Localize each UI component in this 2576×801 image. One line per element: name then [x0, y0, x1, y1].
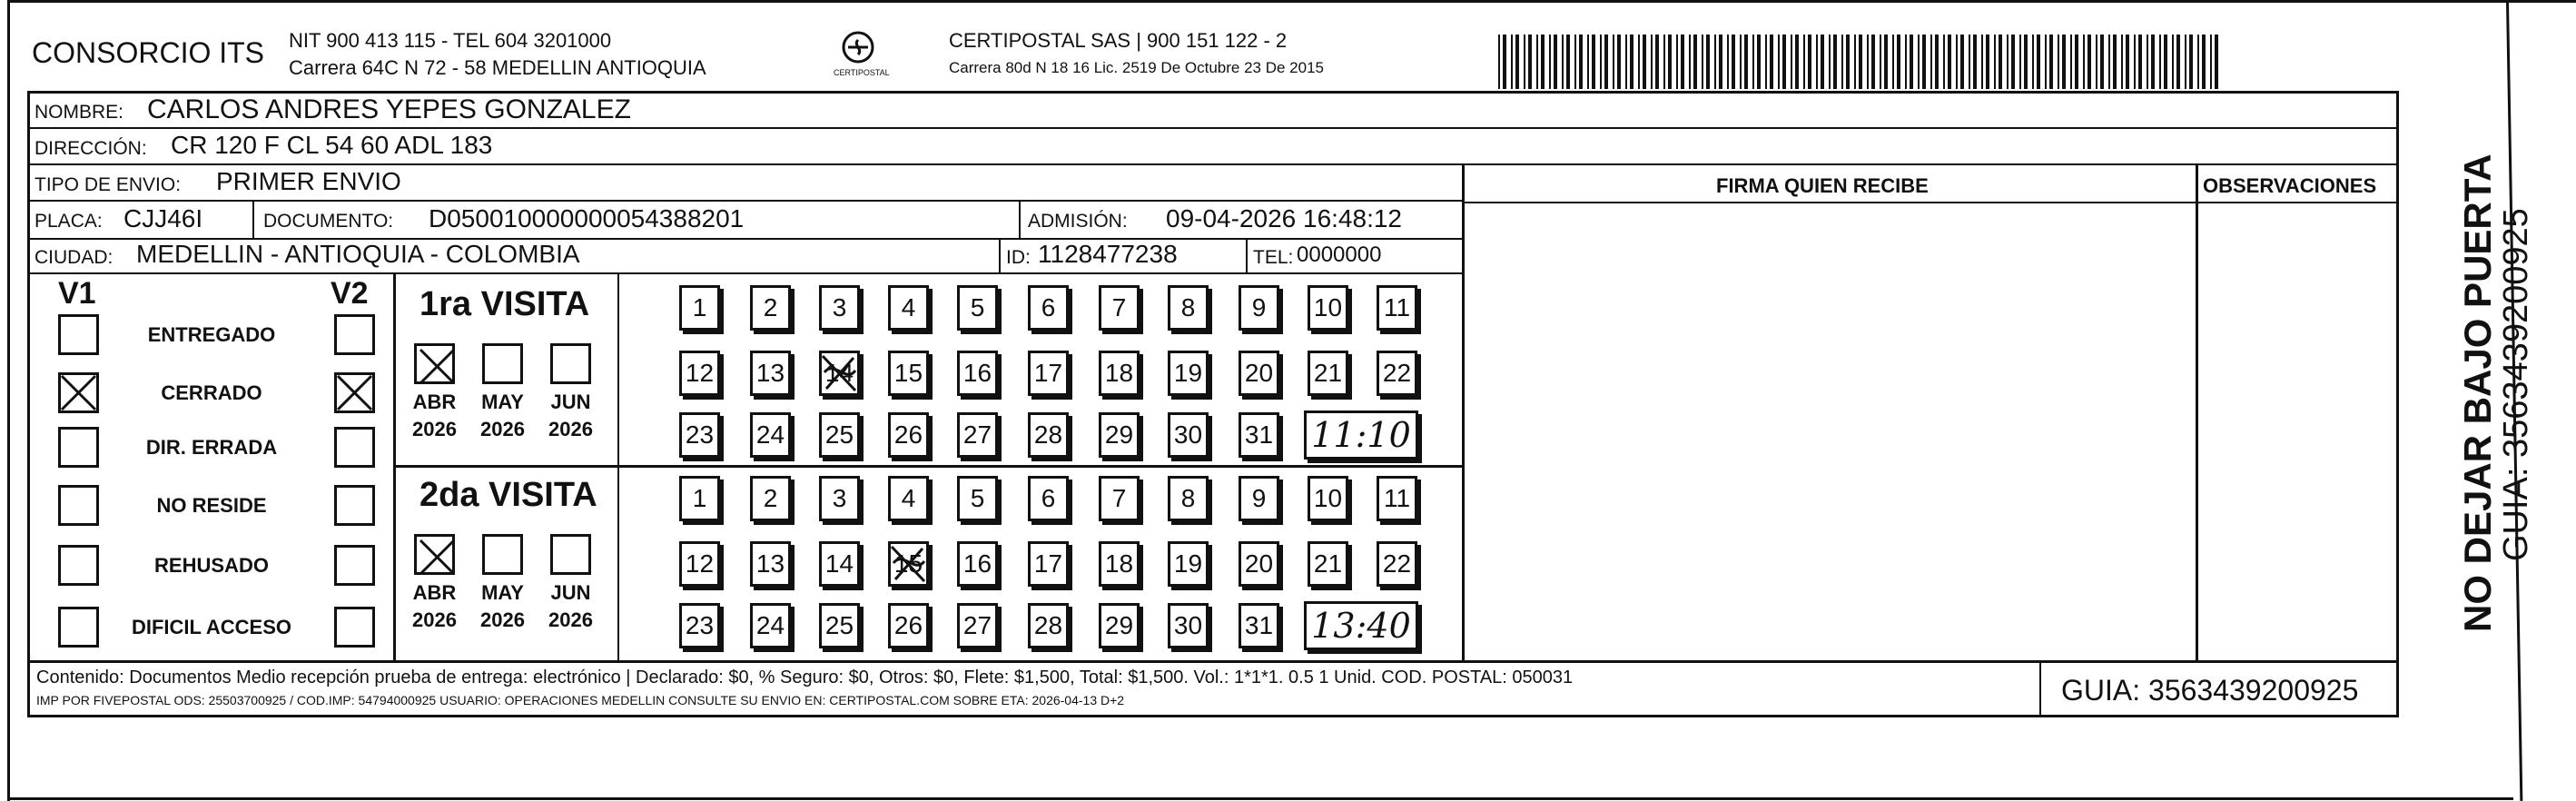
day-cell[interactable]: 8 — [1168, 285, 1209, 331]
day-cell[interactable]: 24 — [750, 412, 791, 458]
col-line — [393, 274, 396, 663]
status-label: NO RESIDE — [156, 494, 267, 517]
month-checkbox[interactable] — [550, 534, 591, 575]
barcode-bar — [2197, 35, 2199, 89]
barcode-bar — [1841, 35, 1843, 89]
barcode-bar — [1956, 35, 1958, 89]
id-label: ID: — [1006, 247, 1031, 268]
day-cell[interactable]: 17 — [1028, 351, 1069, 396]
barcode-bar — [1752, 35, 1754, 89]
barcode-bar — [2189, 35, 2193, 89]
barcode-bar — [2215, 35, 2218, 89]
admision-label: ADMISIÓN: — [1028, 211, 1128, 232]
barcode-bar — [2159, 35, 2161, 89]
barcode-bar — [1600, 35, 1602, 89]
barcode-bar — [1930, 35, 1932, 89]
month-label: ABR — [412, 581, 457, 604]
barcode-bar — [2011, 35, 2015, 89]
year-label: 2026 — [412, 608, 457, 631]
year-label: 2026 — [412, 418, 457, 440]
status-label: DIR. ERRADA — [145, 436, 278, 459]
v2-checkbox-4[interactable] — [334, 545, 375, 586]
day-cell[interactable]: 2 — [750, 476, 791, 521]
ciudad-value: MEDELLIN - ANTIOQUIA - COLOMBIA — [136, 240, 580, 268]
barcode-bar — [1892, 35, 1894, 89]
v1-checkbox-1[interactable] — [58, 372, 99, 413]
day-cell[interactable]: 9 — [1239, 285, 1279, 331]
barcode-bar — [1511, 35, 1513, 89]
day-cell[interactable]: 6 — [1028, 476, 1069, 521]
barcode-bar — [1910, 35, 1913, 89]
month-label: JUN — [550, 581, 591, 604]
barcode-bar — [1757, 35, 1761, 89]
day-cell[interactable]: 18 — [1099, 351, 1140, 396]
barcode-bar — [1922, 35, 1926, 89]
left-edge — [7, 0, 10, 801]
barcode-bar — [1859, 35, 1862, 89]
day-cell[interactable]: 11 — [1377, 285, 1417, 331]
barcode-bar — [1867, 35, 1869, 89]
barcode-bar — [1744, 35, 1748, 89]
placa-value: CJJ46I — [123, 204, 203, 232]
row-line — [27, 272, 1462, 274]
barcode-bar — [2007, 35, 2008, 89]
footer-frame — [27, 661, 2399, 717]
barcode-bar — [2037, 35, 2040, 89]
v2-label: V2 — [331, 276, 369, 311]
barcode-bar — [1702, 35, 1703, 89]
barcode-bar — [1625, 35, 1627, 89]
top-edge — [7, 0, 2576, 3]
barcode-bar — [1549, 35, 1551, 89]
company-name: CONSORCIO ITS — [32, 36, 265, 69]
barcode-bar — [1503, 35, 1506, 89]
day-cell[interactable]: 14 — [819, 541, 860, 587]
barcode-bar — [1515, 35, 1519, 89]
signature-area[interactable] — [1465, 203, 2196, 661]
barcode-bar — [1948, 35, 1951, 89]
barcode-bar — [1829, 35, 1831, 89]
day-cell[interactable] — [888, 541, 929, 587]
barcode-bar — [2083, 35, 2085, 89]
barcode-bar — [2202, 35, 2206, 89]
barcode-bar — [2032, 35, 2034, 89]
observaciones-header: OBSERVACIONES — [2203, 174, 2377, 197]
day-cell[interactable]: 15 — [888, 351, 929, 396]
col-line — [1019, 202, 1021, 238]
day-cell[interactable]: 20 — [1239, 541, 1279, 587]
year-label: 2026 — [480, 418, 525, 440]
barcode-bar — [1693, 35, 1697, 89]
day-cell[interactable]: 20 — [1239, 351, 1279, 396]
barcode-bar — [1566, 35, 1570, 89]
barcode-bar — [1808, 35, 1811, 89]
month-checkbox[interactable] — [482, 534, 523, 575]
barcode-bar — [1668, 35, 1672, 89]
v1-checkbox-4[interactable] — [58, 545, 99, 586]
barcode-bar — [2045, 35, 2047, 89]
col-line — [1246, 240, 1248, 272]
day-cell[interactable]: 25 — [819, 603, 860, 648]
barcode-bar — [1821, 35, 1824, 89]
barcode-bar — [1562, 35, 1564, 89]
v1-checkbox-0[interactable] — [58, 314, 99, 355]
month-checkbox[interactable] — [414, 343, 455, 384]
barcode-bar — [1643, 35, 1646, 89]
day-number: 14 — [824, 359, 854, 387]
barcode-bar — [1541, 35, 1545, 89]
barcode-bar — [1943, 35, 1945, 89]
barcode-bar — [1554, 35, 1557, 89]
month-label: ABR — [412, 391, 457, 413]
barcode-bar — [2126, 35, 2129, 89]
barcode-bar — [1676, 35, 1678, 89]
barcode-bar — [1592, 35, 1595, 89]
day-number: 15 — [893, 549, 923, 578]
col-line — [999, 240, 1001, 272]
contenido-text: Contenido: Documentos Medio recepción prueba de entrega: electrónico | Declarado: $0, % Seguro: $0, Otros: $0, Flete: $1,500, Total: $1,500. Vol.: 1*1*1. 0.5 1 Unid. COD. POSTAL: 050031 — [36, 668, 1574, 687]
barcode-bar — [1498, 35, 1500, 89]
day-cell[interactable]: 7 — [1099, 285, 1140, 331]
barcode-bar — [1905, 35, 1907, 89]
day-cell[interactable]: 6 — [1028, 285, 1069, 331]
status-label: DIFICIL ACCESO — [131, 616, 291, 638]
day-cell[interactable]: 1 — [679, 476, 720, 521]
barcode-bar — [2019, 35, 2021, 89]
day-cell[interactable]: 23 — [679, 603, 720, 648]
day-cell[interactable]: 17 — [1028, 541, 1069, 587]
handwritten-time[interactable]: 13:40 — [1304, 601, 1418, 650]
day-cell[interactable]: 4 — [888, 476, 929, 521]
day-cell[interactable]: 26 — [888, 412, 929, 458]
barcode-bar — [1880, 35, 1881, 89]
day-cell[interactable]: 7 — [1099, 476, 1140, 521]
barcode-bar — [1791, 35, 1792, 89]
month-checkbox[interactable] — [550, 343, 591, 384]
id-value: 1128477238 — [1038, 240, 1178, 268]
direccion-value: CR 120 F CL 54 60 ADL 183 — [171, 131, 493, 159]
barcode-bar — [2108, 35, 2110, 89]
v1-checkbox-3[interactable] — [58, 485, 99, 526]
barcode-bar — [1973, 35, 1977, 89]
carrier-line: CERTIPOSTAL SAS | 900 151 122 - 2 — [949, 29, 1288, 52]
row-line — [27, 163, 2399, 165]
day-cell[interactable]: 19 — [1168, 541, 1209, 587]
day-cell[interactable]: 27 — [957, 412, 998, 458]
day-cell[interactable]: 16 — [957, 541, 998, 587]
barcode-bar — [2185, 35, 2186, 89]
day-cell[interactable]: 23 — [679, 412, 720, 458]
barcode-bar — [1960, 35, 1964, 89]
day-cell[interactable]: 12 — [679, 351, 720, 396]
barcode-bar — [1714, 35, 1716, 89]
barcode-bar — [2147, 35, 2148, 89]
day-cell[interactable]: 28 — [1028, 412, 1069, 458]
year-label: 2026 — [548, 418, 593, 440]
barcode-bar — [1854, 35, 1856, 89]
day-cell[interactable]: 2 — [750, 285, 791, 331]
ciudad-label: CIUDAD: — [35, 247, 114, 268]
day-cell[interactable]: 10 — [1308, 285, 1348, 331]
documento-label: DOCUMENTO: — [263, 211, 394, 232]
month-checkbox[interactable] — [482, 343, 523, 384]
direccion-label: DIRECCIÓN: — [35, 138, 147, 159]
barcode-bar — [2210, 35, 2212, 89]
day-cell[interactable]: 25 — [819, 412, 860, 458]
day-cell[interactable]: 24 — [750, 603, 791, 648]
handwritten-time[interactable]: 11:10 — [1304, 410, 1418, 460]
v2-checkbox-2[interactable] — [334, 427, 375, 468]
barcode-bar — [2176, 35, 2180, 89]
footer-guia: GUIA: 3563439200925 — [2061, 674, 2359, 707]
observations-area[interactable] — [2198, 203, 2396, 661]
barcode — [1498, 35, 2225, 89]
month-label: MAY — [481, 391, 524, 413]
status-label: REHUSADO — [154, 554, 269, 577]
barcode-bar — [1778, 35, 1780, 89]
tipo-value: PRIMER ENVIO — [216, 167, 401, 195]
barcode-bar — [2164, 35, 2167, 89]
day-cell[interactable]: 13 — [750, 541, 791, 587]
barcode-bar — [1740, 35, 1742, 89]
barcode-bar — [2049, 35, 2053, 89]
barcode-bar — [1803, 35, 1805, 89]
barcode-bar — [2096, 35, 2097, 89]
barcode-bar — [1663, 35, 1665, 89]
barcode-bar — [1655, 35, 1659, 89]
tel-label: TEL: — [1253, 247, 1294, 268]
day-cell[interactable]: 22 — [1377, 351, 1417, 396]
barcode-bar — [1782, 35, 1786, 89]
imp-text: IMP POR FIVEPOSTAL ODS: 25503700925 / COD.IMP: 54794000925 USUARIO: OPERACIONES MEDELLIN CONSULTE SU ENVIO EN: CERTIPOSTAL.COM SOBRE ETA: 2026-04-13 D+2 — [36, 693, 1125, 707]
barcode-bar — [2138, 35, 2142, 89]
v2-checkbox-5[interactable] — [334, 607, 375, 648]
year-label: 2026 — [480, 608, 525, 631]
v1-label: V1 — [58, 276, 96, 311]
certipostal-logo-icon — [840, 29, 876, 65]
barcode-bar — [1524, 35, 1525, 89]
barcode-bar — [2062, 35, 2066, 89]
nombre-label: NOMBRE: — [35, 102, 124, 123]
day-cell[interactable]: 4 — [888, 285, 929, 331]
day-cell[interactable]: 10 — [1308, 476, 1348, 521]
v2-checkbox-0[interactable] — [334, 314, 375, 355]
bottom-edge — [7, 797, 2513, 800]
day-cell[interactable]: 16 — [957, 351, 998, 396]
admision-value: 09-04-2026 16:48:12 — [1166, 204, 1402, 232]
barcode-bar — [1689, 35, 1691, 89]
day-cell[interactable]: 8 — [1168, 476, 1209, 521]
day-cell[interactable]: 9 — [1239, 476, 1279, 521]
barcode-bar — [1846, 35, 1850, 89]
barcode-bar — [2070, 35, 2072, 89]
barcode-bar — [1574, 35, 1576, 89]
day-cell[interactable]: 29 — [1099, 603, 1140, 648]
day-cell[interactable]: 26 — [888, 603, 929, 648]
day-cell[interactable]: 5 — [957, 285, 998, 331]
day-cell[interactable]: 12 — [679, 541, 720, 587]
barcode-bar — [2113, 35, 2117, 89]
barcode-bar — [1795, 35, 1799, 89]
barcode-bar — [2151, 35, 2155, 89]
barcode-bar — [2087, 35, 2091, 89]
barcode-bar — [1630, 35, 1633, 89]
carrier-address: Carrera 80d N 18 16 Lic. 2519 De Octubre 23 De 2015 — [949, 59, 1324, 76]
day-cell[interactable]: 1 — [679, 285, 720, 331]
company-address: Carrera 64C N 72 - 58 MEDELLIN ANTIOQUIA — [289, 56, 706, 79]
month-checkbox[interactable] — [414, 534, 455, 575]
row-line — [27, 127, 2399, 129]
tel-value: 0000000 — [1297, 242, 1382, 267]
day-cell[interactable]: 27 — [957, 603, 998, 648]
barcode-bar — [1719, 35, 1722, 89]
barcode-bar — [1706, 35, 1710, 89]
barcode-bar — [1528, 35, 1532, 89]
barcode-bar — [1833, 35, 1837, 89]
day-cell[interactable]: 13 — [750, 351, 791, 396]
side-guia: GUIA: 3563439200925 — [2497, 208, 2535, 561]
barcode-bar — [1681, 35, 1684, 89]
barcode-bar — [1536, 35, 1538, 89]
col-line — [252, 202, 254, 238]
visit-title: 1ra VISITA — [419, 285, 590, 323]
day-cell[interactable]: 30 — [1168, 603, 1209, 648]
day-cell[interactable]: 30 — [1168, 412, 1209, 458]
barcode-bar — [1935, 35, 1939, 89]
barcode-bar — [1765, 35, 1767, 89]
day-cell[interactable]: 18 — [1099, 541, 1140, 587]
day-cell[interactable]: 3 — [819, 285, 860, 331]
barcode-bar — [1587, 35, 1589, 89]
day-cell[interactable]: 3 — [819, 476, 860, 521]
tipo-label: TIPO DE ENVIO: — [35, 174, 182, 195]
month-label: MAY — [481, 581, 524, 604]
day-cell[interactable]: 31 — [1239, 412, 1279, 458]
day-cell[interactable]: 5 — [957, 476, 998, 521]
nit-line: NIT 900 413 115 - TEL 604 3201000 — [289, 29, 612, 52]
status-label: CERRADO — [161, 381, 262, 404]
barcode-bar — [1579, 35, 1583, 89]
day-cell[interactable]: 31 — [1239, 603, 1279, 648]
barcode-bar — [1999, 35, 2002, 89]
barcode-bar — [2121, 35, 2123, 89]
nombre-value: CARLOS ANDRES YEPES GONZALEZ — [147, 94, 631, 124]
barcode-bar — [1638, 35, 1640, 89]
day-cell[interactable]: 21 — [1308, 351, 1348, 396]
v1-checkbox-5[interactable] — [58, 607, 99, 648]
barcode-bar — [1604, 35, 1608, 89]
v1-checkbox-2[interactable] — [58, 427, 99, 468]
barcode-bar — [1613, 35, 1614, 89]
col-line — [617, 274, 619, 663]
side-warning: NO DEJAR BAJO PUERTA — [2456, 153, 2499, 632]
barcode-bar — [2075, 35, 2078, 89]
logo-text: CERTIPOSTAL — [834, 68, 890, 77]
barcode-bar — [2134, 35, 2136, 89]
barcode-bar — [1897, 35, 1900, 89]
barcode-bar — [1884, 35, 1888, 89]
documento-value: D050010000000054388201 — [429, 204, 745, 232]
barcode-bar — [1727, 35, 1729, 89]
barcode-bar — [1969, 35, 1970, 89]
barcode-bar — [1617, 35, 1621, 89]
day-cell[interactable]: 21 — [1308, 541, 1348, 587]
barcode-bar — [1981, 35, 1983, 89]
day-cell[interactable]: 29 — [1099, 412, 1140, 458]
day-cell[interactable]: 22 — [1377, 541, 1417, 587]
barcode-bar — [1651, 35, 1653, 89]
year-label: 2026 — [548, 608, 593, 631]
barcode-bar — [1871, 35, 1875, 89]
barcode-bar — [1986, 35, 1989, 89]
placa-label: PLACA: — [35, 211, 103, 232]
v2-checkbox-1[interactable] — [334, 372, 375, 413]
barcode-bar — [1918, 35, 1920, 89]
barcode-bar — [1816, 35, 1818, 89]
month-label: JUN — [550, 391, 591, 413]
barcode-bar — [2024, 35, 2028, 89]
visit-divider — [396, 465, 1462, 468]
barcode-bar — [1770, 35, 1773, 89]
visit-title: 2da VISITA — [419, 476, 597, 514]
day-cell[interactable]: 11 — [1377, 476, 1417, 521]
day-cell[interactable] — [819, 351, 860, 396]
row-line — [27, 200, 1462, 202]
firma-header: FIRMA QUIEN RECIBE — [1716, 174, 1929, 197]
day-cell[interactable]: 19 — [1168, 351, 1209, 396]
day-cell[interactable]: 28 — [1028, 603, 1069, 648]
barcode-bar — [2172, 35, 2174, 89]
barcode-bar — [2100, 35, 2104, 89]
barcode-bar — [1732, 35, 1735, 89]
v2-checkbox-3[interactable] — [334, 485, 375, 526]
status-label: ENTREGADO — [147, 323, 276, 346]
barcode-bar — [1994, 35, 1996, 89]
barcode-bar — [2058, 35, 2059, 89]
